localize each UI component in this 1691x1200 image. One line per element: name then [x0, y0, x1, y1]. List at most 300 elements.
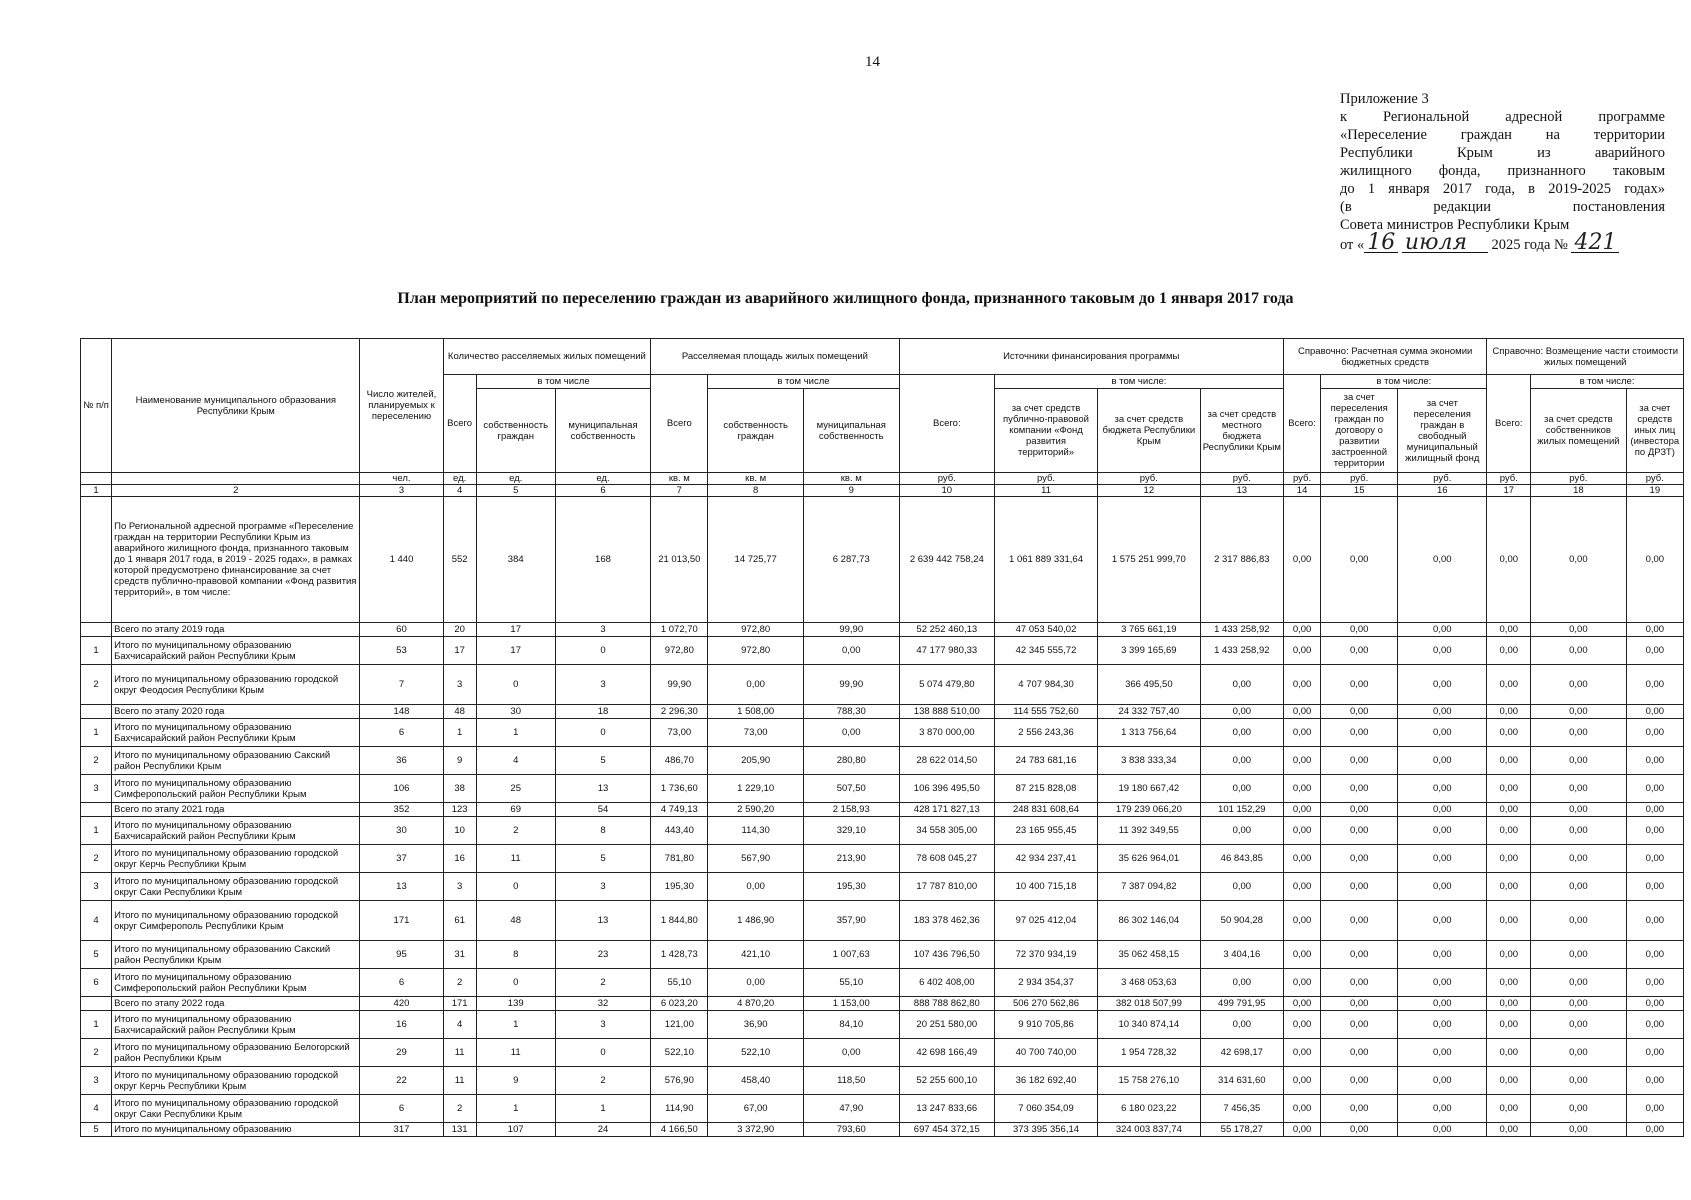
- value-cell: 0: [476, 665, 555, 705]
- value-cell: 95: [360, 941, 443, 969]
- value-cell: 7 060 354,09: [995, 1095, 1098, 1123]
- value-cell: 2 158,93: [803, 803, 899, 817]
- value-cell: 972,80: [708, 637, 804, 665]
- row-name: Итого по муниципальному образованию Бахчисарайский район Республики Крым: [112, 817, 360, 845]
- value-cell: 3: [555, 623, 651, 637]
- value-cell: 2: [443, 1095, 476, 1123]
- value-cell: 0,00: [1398, 901, 1487, 941]
- row-num: 1: [81, 1011, 112, 1039]
- column-number-cell: 18: [1531, 485, 1627, 497]
- value-cell: 0,00: [1531, 775, 1627, 803]
- value-cell: 28 622 014,50: [899, 747, 995, 775]
- value-cell: 0,00: [1398, 969, 1487, 997]
- value-cell: 183 378 462,36: [899, 901, 995, 941]
- value-cell: 2 590,20: [708, 803, 804, 817]
- appendix-line: до 1 января 2017 года, в 2019-2025 годах»: [1340, 181, 1665, 197]
- value-cell: 0,00: [1283, 1095, 1320, 1123]
- unit-cell: руб.: [899, 473, 995, 485]
- value-cell: 0,00: [1398, 997, 1487, 1011]
- date-prefix: от «: [1340, 237, 1365, 253]
- value-cell: 4 749,13: [651, 803, 708, 817]
- value-cell: 0,00: [1321, 623, 1398, 637]
- value-cell: 20: [443, 623, 476, 637]
- value-cell: 3 468 053,63: [1097, 969, 1200, 997]
- value-cell: 0,00: [708, 969, 804, 997]
- row-num: 3: [81, 873, 112, 901]
- value-cell: 106: [360, 775, 443, 803]
- header-total: Всего:: [1283, 375, 1320, 473]
- value-cell: 0,00: [1531, 497, 1627, 623]
- value-cell: 697 454 372,15: [899, 1123, 995, 1137]
- value-cell: 22: [360, 1067, 443, 1095]
- header-compensation-b: за счет средств иных лиц (инвестора по ДРЗТ): [1626, 389, 1683, 473]
- value-cell: 0,00: [1626, 997, 1683, 1011]
- value-cell: 0,00: [1626, 1067, 1683, 1095]
- value-cell: 0,00: [1531, 637, 1627, 665]
- header-economy-b: за счет переселения граждан в свободный муниципальный жилищный фонд: [1398, 389, 1487, 473]
- handwritten-month: июля: [1402, 234, 1488, 253]
- value-cell: 15 758 276,10: [1097, 1067, 1200, 1095]
- value-cell: 0,00: [1531, 969, 1627, 997]
- row-name: Итого по муниципальному образованию Сакский район Республики Крым: [112, 941, 360, 969]
- value-cell: 11: [443, 1039, 476, 1067]
- value-cell: 47 053 540,02: [995, 623, 1098, 637]
- row-name: Итого по муниципальному образованию городской округ Феодосия Республики Крым: [112, 665, 360, 705]
- value-cell: 1 007,63: [803, 941, 899, 969]
- table-row: [81, 817, 1684, 845]
- value-cell: 36: [360, 747, 443, 775]
- row-name: Итого по муниципальному образованию Бахчисарайский район Республики Крым: [112, 719, 360, 747]
- value-cell: 0,00: [1200, 705, 1283, 719]
- value-cell: 13: [360, 873, 443, 901]
- value-cell: 32: [555, 997, 651, 1011]
- table-row: [81, 1067, 1684, 1095]
- unit-cell: кв. м: [651, 473, 708, 485]
- value-cell: 7 387 094,82: [1097, 873, 1200, 901]
- value-cell: 16: [443, 845, 476, 873]
- value-cell: 1: [476, 1095, 555, 1123]
- appendix-line: к Региональной адресной программе: [1340, 109, 1665, 125]
- value-cell: 60: [360, 623, 443, 637]
- table-row: [81, 775, 1684, 803]
- value-cell: 205,90: [708, 747, 804, 775]
- unit-cell: руб.: [1398, 473, 1487, 485]
- row-name: Итого по муниципальному образованию городской округ Керчь Республики Крым: [112, 845, 360, 873]
- header-total: Всего:: [1487, 375, 1531, 473]
- row-name: Итого по муниципальному образованию Симферопольский район Республики Крым: [112, 775, 360, 803]
- value-cell: 0,00: [1321, 747, 1398, 775]
- value-cell: 506 270 562,86: [995, 997, 1098, 1011]
- row-num: 2: [81, 747, 112, 775]
- header-compensation-a: за счет средств собственников жилых помещений: [1531, 389, 1627, 473]
- appendix-line: Приложение 3: [1340, 91, 1429, 107]
- value-cell: 0,00: [1487, 941, 1531, 969]
- value-cell: 8: [555, 817, 651, 845]
- value-cell: 99,90: [803, 623, 899, 637]
- row-num: 2: [81, 1039, 112, 1067]
- table-row: [81, 665, 1684, 705]
- value-cell: 0,00: [1321, 969, 1398, 997]
- value-cell: 10 400 715,18: [995, 873, 1098, 901]
- column-number-cell: 11: [995, 485, 1098, 497]
- row-num: [81, 705, 112, 719]
- value-cell: 0,00: [1531, 747, 1627, 775]
- value-cell: 2 934 354,37: [995, 969, 1098, 997]
- value-cell: 2 639 442 758,24: [899, 497, 995, 623]
- value-cell: 0,00: [1398, 1123, 1487, 1137]
- value-cell: 567,90: [708, 845, 804, 873]
- value-cell: 148: [360, 705, 443, 719]
- value-cell: 131: [443, 1123, 476, 1137]
- value-cell: 0: [555, 719, 651, 747]
- value-cell: 1 440: [360, 497, 443, 623]
- value-cell: 73,00: [708, 719, 804, 747]
- value-cell: 14 725,77: [708, 497, 804, 623]
- value-cell: 123: [443, 803, 476, 817]
- value-cell: 101 152,29: [1200, 803, 1283, 817]
- program-row: [81, 497, 1684, 623]
- value-cell: 0,00: [1487, 637, 1531, 665]
- value-cell: 11: [443, 1067, 476, 1095]
- value-cell: 99,90: [651, 665, 708, 705]
- value-cell: 0,00: [1398, 1095, 1487, 1123]
- row-num: 2: [81, 845, 112, 873]
- column-number-cell: 3: [360, 485, 443, 497]
- value-cell: 213,90: [803, 845, 899, 873]
- row-name: По Региональной адресной программе «Переселение граждан на территории Республики Крым из аварийного жилищного фонда, признанного таковым до 1 января 2017 года, в 2019 - 2025 годах», в рамках которой предусмотрено финансирование за счет средств публично-правовой компании «Фонд развития территорий», в том числе:: [112, 497, 360, 623]
- row-name: Итого по муниципальному образованию городской округ Керчь Республики Крым: [112, 1067, 360, 1095]
- value-cell: 0,00: [1487, 803, 1531, 817]
- value-cell: 0,00: [1487, 665, 1531, 705]
- value-cell: 7 456,35: [1200, 1095, 1283, 1123]
- value-cell: 1 575 251 999,70: [1097, 497, 1200, 623]
- value-cell: 1 428,73: [651, 941, 708, 969]
- value-cell: 13 247 833,66: [899, 1095, 995, 1123]
- value-cell: 0,00: [1321, 775, 1398, 803]
- value-cell: 3: [555, 873, 651, 901]
- unit-cell: чел.: [360, 473, 443, 485]
- value-cell: 0,00: [1487, 873, 1531, 901]
- row-name: Итого по муниципальному образованию Бахчисарайский район Республики Крым: [112, 1011, 360, 1039]
- value-cell: 0,00: [1487, 997, 1531, 1011]
- value-cell: 3 372,90: [708, 1123, 804, 1137]
- value-cell: 18: [555, 705, 651, 719]
- row-num: 1: [81, 817, 112, 845]
- stage-total-row: [81, 997, 1684, 1011]
- value-cell: 0,00: [1531, 719, 1627, 747]
- value-cell: 35 626 964,01: [1097, 845, 1200, 873]
- value-cell: 5: [555, 747, 651, 775]
- value-cell: 52 255 600,10: [899, 1067, 995, 1095]
- value-cell: 507,50: [803, 775, 899, 803]
- value-cell: 0,00: [1321, 997, 1398, 1011]
- value-cell: 0,00: [1398, 1011, 1487, 1039]
- value-cell: 10: [443, 817, 476, 845]
- value-cell: 1 072,70: [651, 623, 708, 637]
- value-cell: 0,00: [1283, 637, 1320, 665]
- value-cell: 30: [360, 817, 443, 845]
- value-cell: 5 074 479,80: [899, 665, 995, 705]
- value-cell: 0,00: [1487, 623, 1531, 637]
- value-cell: 8: [476, 941, 555, 969]
- resettlement-plan-table: [80, 338, 1684, 1137]
- value-cell: 53: [360, 637, 443, 665]
- table-row: [81, 1011, 1684, 1039]
- unit-cell: [81, 473, 112, 485]
- value-cell: 42 698,17: [1200, 1039, 1283, 1067]
- row-num: 4: [81, 1095, 112, 1123]
- unit-cell: руб.: [1283, 473, 1320, 485]
- row-name: Всего по этапу 2019 года: [112, 623, 360, 637]
- value-cell: 0,00: [1283, 1067, 1320, 1095]
- value-cell: 61: [443, 901, 476, 941]
- header-including: в том числе: [708, 375, 899, 389]
- value-cell: 0,00: [1626, 901, 1683, 941]
- value-cell: 1: [443, 719, 476, 747]
- row-num: 1: [81, 637, 112, 665]
- value-cell: 0,00: [1321, 901, 1398, 941]
- value-cell: 421,10: [708, 941, 804, 969]
- value-cell: 0,00: [1398, 803, 1487, 817]
- value-cell: 0,00: [1626, 969, 1683, 997]
- unit-cell: руб.: [1531, 473, 1627, 485]
- value-cell: 324 003 837,74: [1097, 1123, 1200, 1137]
- value-cell: 0,00: [708, 665, 804, 705]
- table-row: [81, 873, 1684, 901]
- value-cell: 0,00: [1398, 497, 1487, 623]
- unit-cell: кв. м: [708, 473, 804, 485]
- value-cell: 0,00: [1321, 817, 1398, 845]
- table-row: [81, 901, 1684, 941]
- value-cell: 0,00: [1321, 1123, 1398, 1137]
- row-num: [81, 803, 112, 817]
- value-cell: 25: [476, 775, 555, 803]
- value-cell: 0,00: [1531, 705, 1627, 719]
- stage-total-row: [81, 1123, 1684, 1137]
- value-cell: 99,90: [803, 665, 899, 705]
- value-cell: 0,00: [1398, 747, 1487, 775]
- value-cell: 1 229,10: [708, 775, 804, 803]
- header-area-group: Расселяемая площадь жилых помещений: [651, 339, 899, 375]
- value-cell: 0,00: [1283, 497, 1320, 623]
- value-cell: 6 023,20: [651, 997, 708, 1011]
- column-number-cell: 16: [1398, 485, 1487, 497]
- value-cell: 171: [360, 901, 443, 941]
- value-cell: 357,90: [803, 901, 899, 941]
- value-cell: 0,00: [1283, 997, 1320, 1011]
- value-cell: 0,00: [1487, 845, 1531, 873]
- header-budget-local: за счет средств местного бюджета Республики Крым: [1200, 389, 1283, 473]
- value-cell: 16: [360, 1011, 443, 1039]
- value-cell: 0: [476, 969, 555, 997]
- value-cell: 0,00: [1321, 873, 1398, 901]
- value-cell: 168: [555, 497, 651, 623]
- header-residents: Число жителей, планируемых к переселению: [360, 339, 443, 473]
- value-cell: 0,00: [1487, 497, 1531, 623]
- header-own-citizens: собственность граждан: [708, 389, 804, 473]
- value-cell: 972,80: [651, 637, 708, 665]
- value-cell: 19 180 667,42: [1097, 775, 1200, 803]
- unit-cell: руб.: [1097, 473, 1200, 485]
- header-including: в том числе:: [1531, 375, 1684, 389]
- value-cell: 0,00: [1283, 803, 1320, 817]
- value-cell: 78 608 045,27: [899, 845, 995, 873]
- row-name: Итого по муниципальному образованию городской округ Саки Республики Крым: [112, 1095, 360, 1123]
- column-number-cell: 1: [81, 485, 112, 497]
- value-cell: 0,00: [1283, 719, 1320, 747]
- value-cell: 0,00: [1200, 969, 1283, 997]
- value-cell: 0,00: [1398, 873, 1487, 901]
- value-cell: 20 251 580,00: [899, 1011, 995, 1039]
- value-cell: 0,00: [1398, 719, 1487, 747]
- value-cell: 4 707 984,30: [995, 665, 1098, 705]
- value-cell: 7: [360, 665, 443, 705]
- value-cell: 9: [443, 747, 476, 775]
- value-cell: 0,00: [1283, 705, 1320, 719]
- value-cell: 107 436 796,50: [899, 941, 995, 969]
- document-title: План мероприятий по переселению граждан из аварийного жилищного фонда, признанного таковым до 1 января 2017 года: [397, 290, 1294, 307]
- value-cell: 24 332 757,40: [1097, 705, 1200, 719]
- value-cell: 13: [555, 901, 651, 941]
- value-cell: 23: [555, 941, 651, 969]
- value-cell: 2: [476, 817, 555, 845]
- column-number-cell: 14: [1283, 485, 1320, 497]
- header-financing-group: Источники финансирования программы: [899, 339, 1283, 375]
- value-cell: 17: [476, 623, 555, 637]
- value-cell: 0,00: [1321, 1011, 1398, 1039]
- value-cell: 0,00: [1321, 941, 1398, 969]
- value-cell: 87 215 828,08: [995, 775, 1098, 803]
- unit-cell: руб.: [1200, 473, 1283, 485]
- value-cell: 0,00: [1487, 901, 1531, 941]
- value-cell: 30: [476, 705, 555, 719]
- value-cell: 47 177 980,33: [899, 637, 995, 665]
- unit-cell: ед.: [443, 473, 476, 485]
- value-cell: 0,00: [1398, 845, 1487, 873]
- value-cell: 0,00: [1200, 817, 1283, 845]
- value-cell: 317: [360, 1123, 443, 1137]
- value-cell: 384: [476, 497, 555, 623]
- value-cell: 1 153,00: [803, 997, 899, 1011]
- value-cell: 11: [476, 845, 555, 873]
- header-own-municipal: муниципальная собственность: [803, 389, 899, 473]
- value-cell: 3: [443, 873, 476, 901]
- value-cell: 50 904,28: [1200, 901, 1283, 941]
- value-cell: 3 838 333,34: [1097, 747, 1200, 775]
- row-name: Итого по муниципальному образованию Симферопольский район Республики Крым: [112, 969, 360, 997]
- value-cell: 366 495,50: [1097, 665, 1200, 705]
- value-cell: 0,00: [1487, 1011, 1531, 1039]
- value-cell: 0,00: [1283, 747, 1320, 775]
- value-cell: 1 508,00: [708, 705, 804, 719]
- value-cell: 0,00: [1321, 665, 1398, 705]
- value-cell: 1: [555, 1095, 651, 1123]
- value-cell: 0,00: [1487, 817, 1531, 845]
- value-cell: 0,00: [1200, 873, 1283, 901]
- value-cell: 352: [360, 803, 443, 817]
- table-row: [81, 941, 1684, 969]
- row-name: Итого по муниципальному образованию: [112, 1123, 360, 1137]
- column-number-cell: 15: [1321, 485, 1398, 497]
- header-including: в том числе:: [995, 375, 1284, 389]
- value-cell: 3: [443, 665, 476, 705]
- value-cell: 1 954 728,32: [1097, 1039, 1200, 1067]
- value-cell: 3 404,16: [1200, 941, 1283, 969]
- value-cell: 0,00: [803, 1039, 899, 1067]
- value-cell: 1 844,80: [651, 901, 708, 941]
- value-cell: 114,90: [651, 1095, 708, 1123]
- value-cell: 24 783 681,16: [995, 747, 1098, 775]
- column-number-cell: 19: [1626, 485, 1683, 497]
- value-cell: 0,00: [1200, 1011, 1283, 1039]
- row-num: [81, 997, 112, 1011]
- value-cell: 55 178,27: [1200, 1123, 1283, 1137]
- value-cell: 0,00: [803, 719, 899, 747]
- value-cell: 2: [555, 969, 651, 997]
- value-cell: 114 555 752,60: [995, 705, 1098, 719]
- value-cell: 0,00: [803, 637, 899, 665]
- value-cell: 1 736,60: [651, 775, 708, 803]
- value-cell: 0,00: [1626, 705, 1683, 719]
- value-cell: 0,00: [1487, 1039, 1531, 1067]
- value-cell: 0,00: [1626, 747, 1683, 775]
- value-cell: 0,00: [1487, 969, 1531, 997]
- value-cell: 888 788 862,80: [899, 997, 995, 1011]
- value-cell: 10 340 874,14: [1097, 1011, 1200, 1039]
- value-cell: 36 182 692,40: [995, 1067, 1098, 1095]
- value-cell: 0,00: [1200, 665, 1283, 705]
- value-cell: 9: [476, 1067, 555, 1095]
- unit-cell: кв. м: [803, 473, 899, 485]
- header-own-municipal: муниципальная собственность: [555, 389, 651, 473]
- value-cell: 2: [555, 1067, 651, 1095]
- value-cell: 3 765 661,19: [1097, 623, 1200, 637]
- value-cell: 0,00: [1321, 1095, 1398, 1123]
- value-cell: 0,00: [1531, 1039, 1627, 1067]
- column-number-cell: 7: [651, 485, 708, 497]
- value-cell: 788,30: [803, 705, 899, 719]
- value-cell: 3: [555, 1011, 651, 1039]
- appendix-line: Совета министров Республики Крым: [1340, 217, 1570, 233]
- value-cell: 443,40: [651, 817, 708, 845]
- column-number-cell: 13: [1200, 485, 1283, 497]
- table-row: [81, 747, 1684, 775]
- value-cell: 0,00: [1321, 637, 1398, 665]
- value-cell: 17 787 810,00: [899, 873, 995, 901]
- value-cell: 0: [555, 637, 651, 665]
- value-cell: 1 433 258,92: [1200, 637, 1283, 665]
- header-name: Наименование муниципального образования Республики Крым: [112, 339, 360, 473]
- value-cell: 0,00: [1626, 775, 1683, 803]
- appendix-block: [1340, 90, 1665, 254]
- value-cell: 458,40: [708, 1067, 804, 1095]
- value-cell: 0,00: [1626, 803, 1683, 817]
- value-cell: 0,00: [1531, 941, 1627, 969]
- value-cell: 0,00: [1283, 665, 1320, 705]
- value-cell: 106 396 495,50: [899, 775, 995, 803]
- header-including: в том числе: [476, 375, 651, 389]
- column-number-cell: 17: [1487, 485, 1531, 497]
- unit-cell: руб.: [1321, 473, 1398, 485]
- value-cell: 69: [476, 803, 555, 817]
- value-cell: 0,00: [1283, 969, 1320, 997]
- value-cell: 4 166,50: [651, 1123, 708, 1137]
- row-name: Итого по муниципальному образованию Сакский район Республики Крым: [112, 747, 360, 775]
- value-cell: 48: [443, 705, 476, 719]
- value-cell: 6: [360, 1095, 443, 1123]
- column-number-cell: 9: [803, 485, 899, 497]
- value-cell: 486,70: [651, 747, 708, 775]
